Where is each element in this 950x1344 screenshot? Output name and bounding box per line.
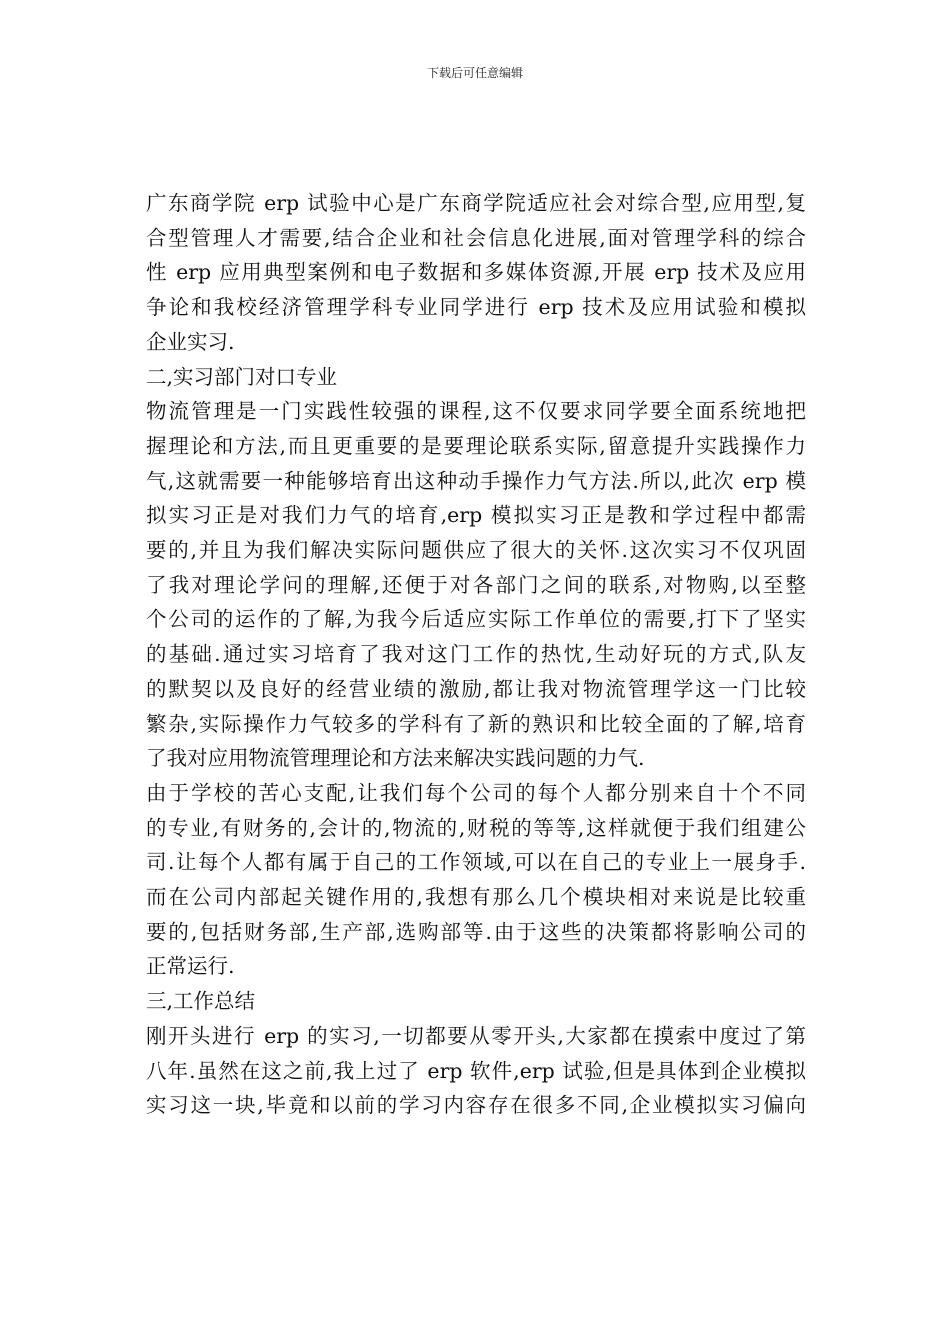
text-line: 企业实习.	[146, 329, 235, 354]
text-line: 要的,包括财务部,生产部,选购部等.由于这些的决策都将影响公司的	[146, 919, 806, 944]
document-body	[146, 186, 806, 1123]
text-line: 八年.虽然在这之前,我上过了 erp 软件,erp 试验,但是具体到企业模拟	[146, 1058, 806, 1083]
text-line: 争论和我校经济管理学科专业同学进行 erp 技术及应用试验和模拟	[146, 295, 806, 320]
text-line: 实习这一块,毕竟和以前的学习内容存在很多不同,企业模拟实习偏向	[146, 1093, 806, 1118]
text-line: 拟实习正是对我们力气的培育,erp 模拟实习正是教和学过程中都需	[146, 503, 806, 528]
text-line: 正常运行.	[146, 954, 235, 979]
text-line: 的专业,有财务的,会计的,物流的,财税的等等,这样就便于我们组建公	[146, 815, 806, 840]
text-line: 性 erp 应用典型案例和电子数据和多媒体资源,开展 erp 技术及应用	[146, 260, 806, 285]
text-line: 刚开头进行 erp 的实习,一切都要从零开头,大家都在摸索中度过了第	[146, 1023, 806, 1048]
text-line: 要的,并且为我们解决实际问题供应了很大的关怀.这次实习不仅巩固	[146, 538, 806, 563]
text-line: 繁杂,实际操作力气较多的学科有了新的熟识和比较全面的了解,培育	[146, 711, 806, 736]
text-line: 物流管理是一门实践性较强的课程,这不仅要求同学要全面系统地把	[146, 399, 806, 424]
text-line: 而在公司内部起关键作用的,我想有那么几个模块相对来说是比较重	[146, 885, 806, 910]
text-line: 了我对应用物流管理理论和方法来解决实践问题的力气.	[146, 746, 645, 771]
text-line: 的默契以及良好的经营业绩的激励,都让我对物流管理学这一门比较	[146, 676, 806, 701]
text-line: 广东商学院 erp 试验中心是广东商学院适应社会对综合型,应用型,复	[146, 191, 806, 215]
section-heading: 三,工作总结	[146, 989, 256, 1014]
text-line: 了我对理论学问的理解,还便于对各部门之间的联系,对物购,以至整	[146, 572, 806, 597]
page-header: 下载后可任意编辑	[426, 66, 523, 80]
text-line: 握理论和方法,而且更重要的是要理论联系实际,留意提升实践操作力	[146, 433, 806, 458]
text-line: 由于学校的苦心支配,让我们每个公司的每个人都分别来自十个不同	[146, 780, 806, 805]
text-line: 合型管理人才需要,结合企业和社会信息化进展,面对管理学科的综合	[146, 225, 806, 250]
text-line: 气,这就需要一种能够培育出这种动手操作力气方法.所以,此次 erp 模	[146, 468, 806, 493]
text-line: 司.让每个人都有属于自己的工作领域,可以在自己的专业上一展身手.	[146, 850, 806, 875]
text-line: 的基础.通过实习培育了我对这门工作的热忱,生动好玩的方式,队友	[146, 642, 806, 667]
text-line: 个公司的运作的了解,为我今后适应实际工作单位的需要,打下了坚实	[146, 607, 806, 632]
section-heading: 二,实习部门对口专业	[146, 364, 338, 389]
